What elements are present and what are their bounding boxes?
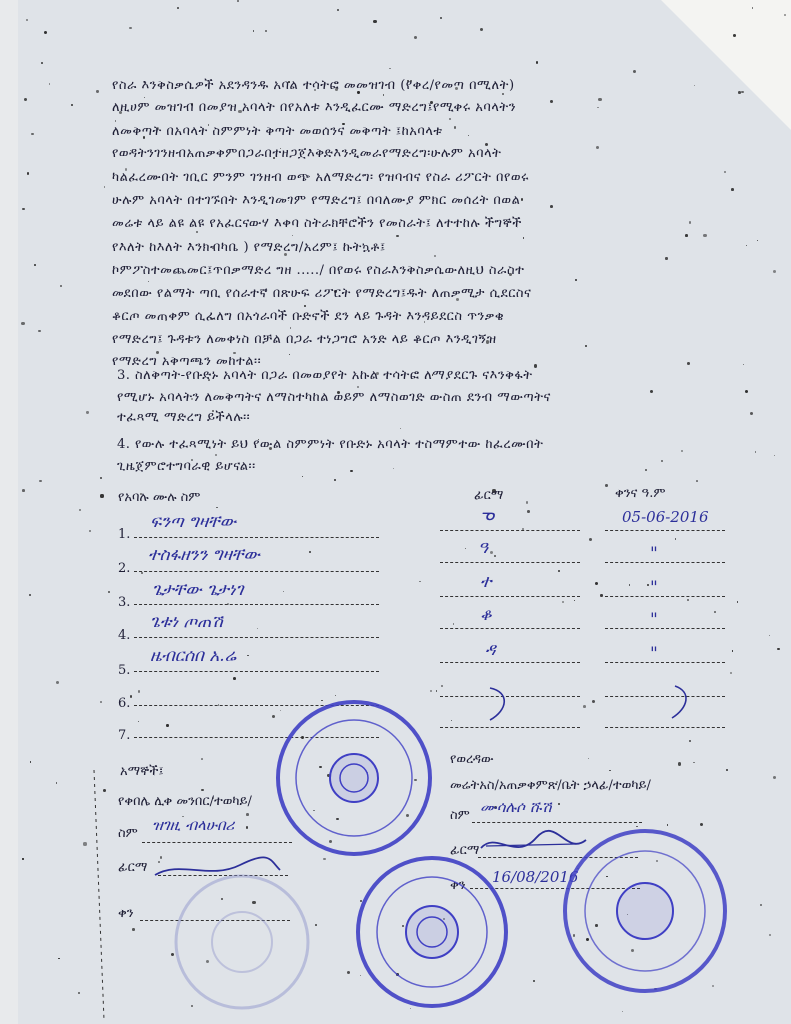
speck xyxy=(595,582,598,585)
paragraph-line: የእለት ከእለት እንክብካቤ ) የማድረግ/አረም፤ ኩትኳቶ፤ xyxy=(112,240,386,255)
speck xyxy=(731,188,734,191)
speck xyxy=(108,591,110,593)
paragraph-line: ሁሉም አባላት በተገኙበት እንዲገመገም የማድረግ፤ በባለሙያ ምክር መሰረት በወል xyxy=(112,193,521,208)
speck xyxy=(31,133,34,136)
name-line xyxy=(134,671,379,672)
paragraph-line: መሬቱ ላይ ልዩ ልዩ የአፈርናውሃ እቀባ ስትራክቸሮችን የመስራት፤ ለተተከሉ ችግኞች xyxy=(112,216,522,231)
margin-line xyxy=(90,770,110,1020)
speck xyxy=(453,623,455,625)
speck xyxy=(96,90,98,92)
row-number: 2. xyxy=(118,561,131,576)
woreda-heading: የወረዳው xyxy=(450,752,494,767)
name-line xyxy=(134,571,379,572)
speck xyxy=(536,61,539,64)
row-number: 3. xyxy=(118,595,131,610)
speck xyxy=(527,510,530,513)
row-number: 1. xyxy=(118,527,131,542)
member-signature: ተ xyxy=(480,572,492,592)
left-name-value: ዝገዚ ብላሁበሪ xyxy=(152,816,235,834)
left-date-label: ቀን xyxy=(118,906,134,921)
speck xyxy=(100,494,103,497)
speck xyxy=(44,31,47,34)
speck xyxy=(605,484,608,487)
signature-line xyxy=(440,530,580,531)
speck xyxy=(714,611,716,613)
speck xyxy=(675,538,676,539)
speck xyxy=(769,635,770,636)
speck xyxy=(309,551,311,553)
faded-seal-stamp xyxy=(170,870,315,1015)
speck xyxy=(41,62,43,64)
speck xyxy=(562,601,564,603)
date-line xyxy=(605,628,725,629)
member-name: ተስፋዘንን ግዛቸው xyxy=(148,545,260,565)
speck xyxy=(600,594,602,596)
row-number: 6. xyxy=(118,696,131,711)
speck xyxy=(253,30,254,31)
name-line xyxy=(134,604,379,605)
member-name: ጌቱነ ጦጠሽ xyxy=(150,612,223,632)
member-date: 05-06-2016 xyxy=(622,508,709,526)
speck xyxy=(257,628,258,629)
speck xyxy=(22,858,23,859)
speck xyxy=(534,364,537,367)
member-name-header: የአባሉ ሙሉ ስም xyxy=(118,490,201,505)
speck xyxy=(83,842,86,845)
speck xyxy=(773,776,776,779)
speck xyxy=(246,826,248,828)
clause-3-line: የሚሆኑ አባላትን ለመቅጣትና ለማስተካከል ወይም ለማስወገድ ውስጠ ደንብ ማውጣትና xyxy=(117,390,551,405)
speck xyxy=(100,701,102,703)
row-number: 7. xyxy=(118,728,131,743)
round-seal-stamp xyxy=(352,852,512,1012)
speck xyxy=(27,172,29,174)
speck xyxy=(350,470,352,472)
round-seal-stamp xyxy=(560,826,730,996)
speck xyxy=(750,412,753,415)
name-line xyxy=(134,537,379,538)
speck xyxy=(550,100,553,103)
date-line xyxy=(605,596,725,597)
paragraph-line: ለመቅጣት በአባላት ስምምነት ቅጣት መወሰንና መቅጣት ፤ከአባላቱ xyxy=(112,124,443,139)
right-date-value: 16/08/2016 xyxy=(492,868,579,886)
member-date: " xyxy=(650,544,658,564)
speck xyxy=(201,789,204,792)
paragraph-line: የማድረግ አቅጣጫን መከተል፡፡ xyxy=(112,354,262,369)
member-name: ፍንጣ ግዛቸው xyxy=(150,512,237,532)
right-sign-label: ፊርማ xyxy=(450,843,480,858)
paragraph-line: የስራ እንቅስቃሴዎች አደንዳንዱ አባል ተሳትፎ መመዝገብ (የቀረ/የመጣ በሚለት) xyxy=(112,78,515,93)
kebele-chair-label: የቀበሌ ሊቀ መንበር/ተወካይ/ xyxy=(118,794,252,809)
speck xyxy=(400,428,401,429)
left-name-line xyxy=(142,842,292,843)
paragraph-line: ለዚሀም መዝገብ በመያዝ አባላት በየአለቱ እንዲፈርሙ ማድረግ፤የሚቀሩ አባላትን xyxy=(112,100,517,115)
left-sign-label: ፊርማ xyxy=(118,860,148,875)
paragraph-line: የማድረግ፤ ጉዳቱን ለመቀነስ በቻል በጋራ ተነጋግሮ አንድ ላይ ቆርጦ እንዲገኝዝ xyxy=(112,332,497,347)
speck xyxy=(201,758,203,760)
speck xyxy=(738,91,741,94)
speck xyxy=(490,551,493,554)
date-header: ቀንና ዓ.ም xyxy=(615,486,666,501)
paragraph-line: ቆርጦ መጠቀም ሲፈለግ በአጎራባች ቡድኖች ደን ላይ ጉዳት እንዳይደርስ ጥንቃቄ xyxy=(112,309,505,324)
paragraph-line: የወዳትንገንዘብአጠቃቀምበጋራበተዘጋጀእቅድእንዲመራየማድረግ፡ሁሉም አባላት xyxy=(112,146,502,161)
clause-3-line: 3. ስለቅጣት-የቡድኑ አባላት በጋራ በመወያየት አኩል ተሳትፎ ለማያደርጉ ናእንቅፋት xyxy=(117,368,533,383)
speck xyxy=(246,813,249,816)
right-name-label: ስም xyxy=(450,808,470,823)
speck xyxy=(144,97,145,98)
speck xyxy=(393,468,394,469)
signature-header: ፊርማ xyxy=(474,488,504,503)
speck xyxy=(687,362,690,365)
speck xyxy=(49,83,50,84)
paragraph-line: መደበው የልማት ጣቢ የሰራተኛ በጽሁፍ ሪፖርት የማድረግ፤ዱት ለጠቃሚታ ሲደርስና xyxy=(112,286,532,301)
speck xyxy=(726,769,728,771)
row-number: 4. xyxy=(118,628,131,643)
speck xyxy=(166,724,168,726)
speck xyxy=(645,469,647,471)
speck xyxy=(22,489,25,492)
row-number: 5. xyxy=(118,663,131,678)
right-date-label: ቀን xyxy=(450,878,466,893)
speck xyxy=(760,904,762,906)
date-line xyxy=(605,562,725,563)
clause-3-line: ተፈጻሚ ማድረግ ይችላሉ፡፡ xyxy=(117,410,251,425)
speck xyxy=(665,257,667,259)
paragraph-line: ካልፈረሙበት ገቢር ምንም ገንዘብ ወጭ አለማድረግ፡ የዝባብና የስራ ሪፖርት በየወሩ xyxy=(112,170,529,185)
pen-strokes xyxy=(460,680,760,740)
speck xyxy=(685,234,688,237)
speck xyxy=(784,14,786,16)
member-date: " xyxy=(650,644,658,664)
speck xyxy=(526,501,528,503)
right-name-value: ሙሳሉሶ ሹሽ xyxy=(480,798,552,816)
land-office-label: መሬትአስ/አጠቃቀምጽ/ቤት ኃላፊ/ተወካይ/ xyxy=(450,778,651,793)
speck xyxy=(777,648,779,650)
speck xyxy=(30,761,31,762)
left-name-label: ስም xyxy=(118,826,138,841)
member-signature: ᓀ xyxy=(480,505,495,525)
date-line xyxy=(605,530,725,531)
signature-line xyxy=(440,596,580,597)
clause-4-line: ጊዜጀምሮተግባራዊ ይሆናል፡፡ xyxy=(117,459,256,474)
member-signature: ቆ xyxy=(480,605,492,625)
speck xyxy=(597,107,599,109)
speck xyxy=(733,34,736,37)
member-signature: ዓ xyxy=(478,538,489,558)
speck xyxy=(598,98,601,101)
clause-4-line: 4. የውሉ ተፈጻሚነት ይህ የውል ስምምነት የቡድኑ አባላት ተስማምተው ከፈረሙበት xyxy=(117,437,544,452)
member-name: ዜብርሰበ አ.ሬ xyxy=(150,646,237,666)
signature-line xyxy=(440,662,580,663)
witness-heading: አማኞች፤ xyxy=(120,764,164,779)
speck xyxy=(633,70,636,73)
member-date: " xyxy=(650,610,658,630)
page-fold-corner xyxy=(661,0,791,130)
date-line xyxy=(605,662,725,663)
speck xyxy=(247,655,248,656)
speck xyxy=(104,186,105,187)
speck xyxy=(100,477,102,479)
speck xyxy=(216,507,217,508)
speck xyxy=(494,555,496,557)
speck xyxy=(696,480,698,482)
speck xyxy=(589,538,592,541)
member-date: " xyxy=(650,578,658,598)
member-name: ጌታቸው ጌታነገ xyxy=(152,580,244,600)
signature-line xyxy=(440,628,580,629)
speck xyxy=(132,928,135,931)
right-name-line xyxy=(472,822,642,823)
speck xyxy=(56,782,58,784)
speck xyxy=(177,7,179,9)
name-line xyxy=(134,637,379,638)
speck xyxy=(689,221,692,224)
member-signature: ዳ xyxy=(485,640,496,660)
speck xyxy=(703,234,706,237)
speck xyxy=(689,740,691,742)
speck xyxy=(454,126,456,128)
paragraph-line: ኮምፖስተመጨመር፤ጥበቃማድረ ግዘ ...../ በየወሩ የስራእንቅስቃሴውለዚህ ስራስተ xyxy=(112,263,525,278)
speck xyxy=(414,36,417,39)
speck xyxy=(89,530,91,532)
signature-line xyxy=(440,562,580,563)
speck xyxy=(86,411,88,413)
round-seal-stamp xyxy=(272,696,437,861)
